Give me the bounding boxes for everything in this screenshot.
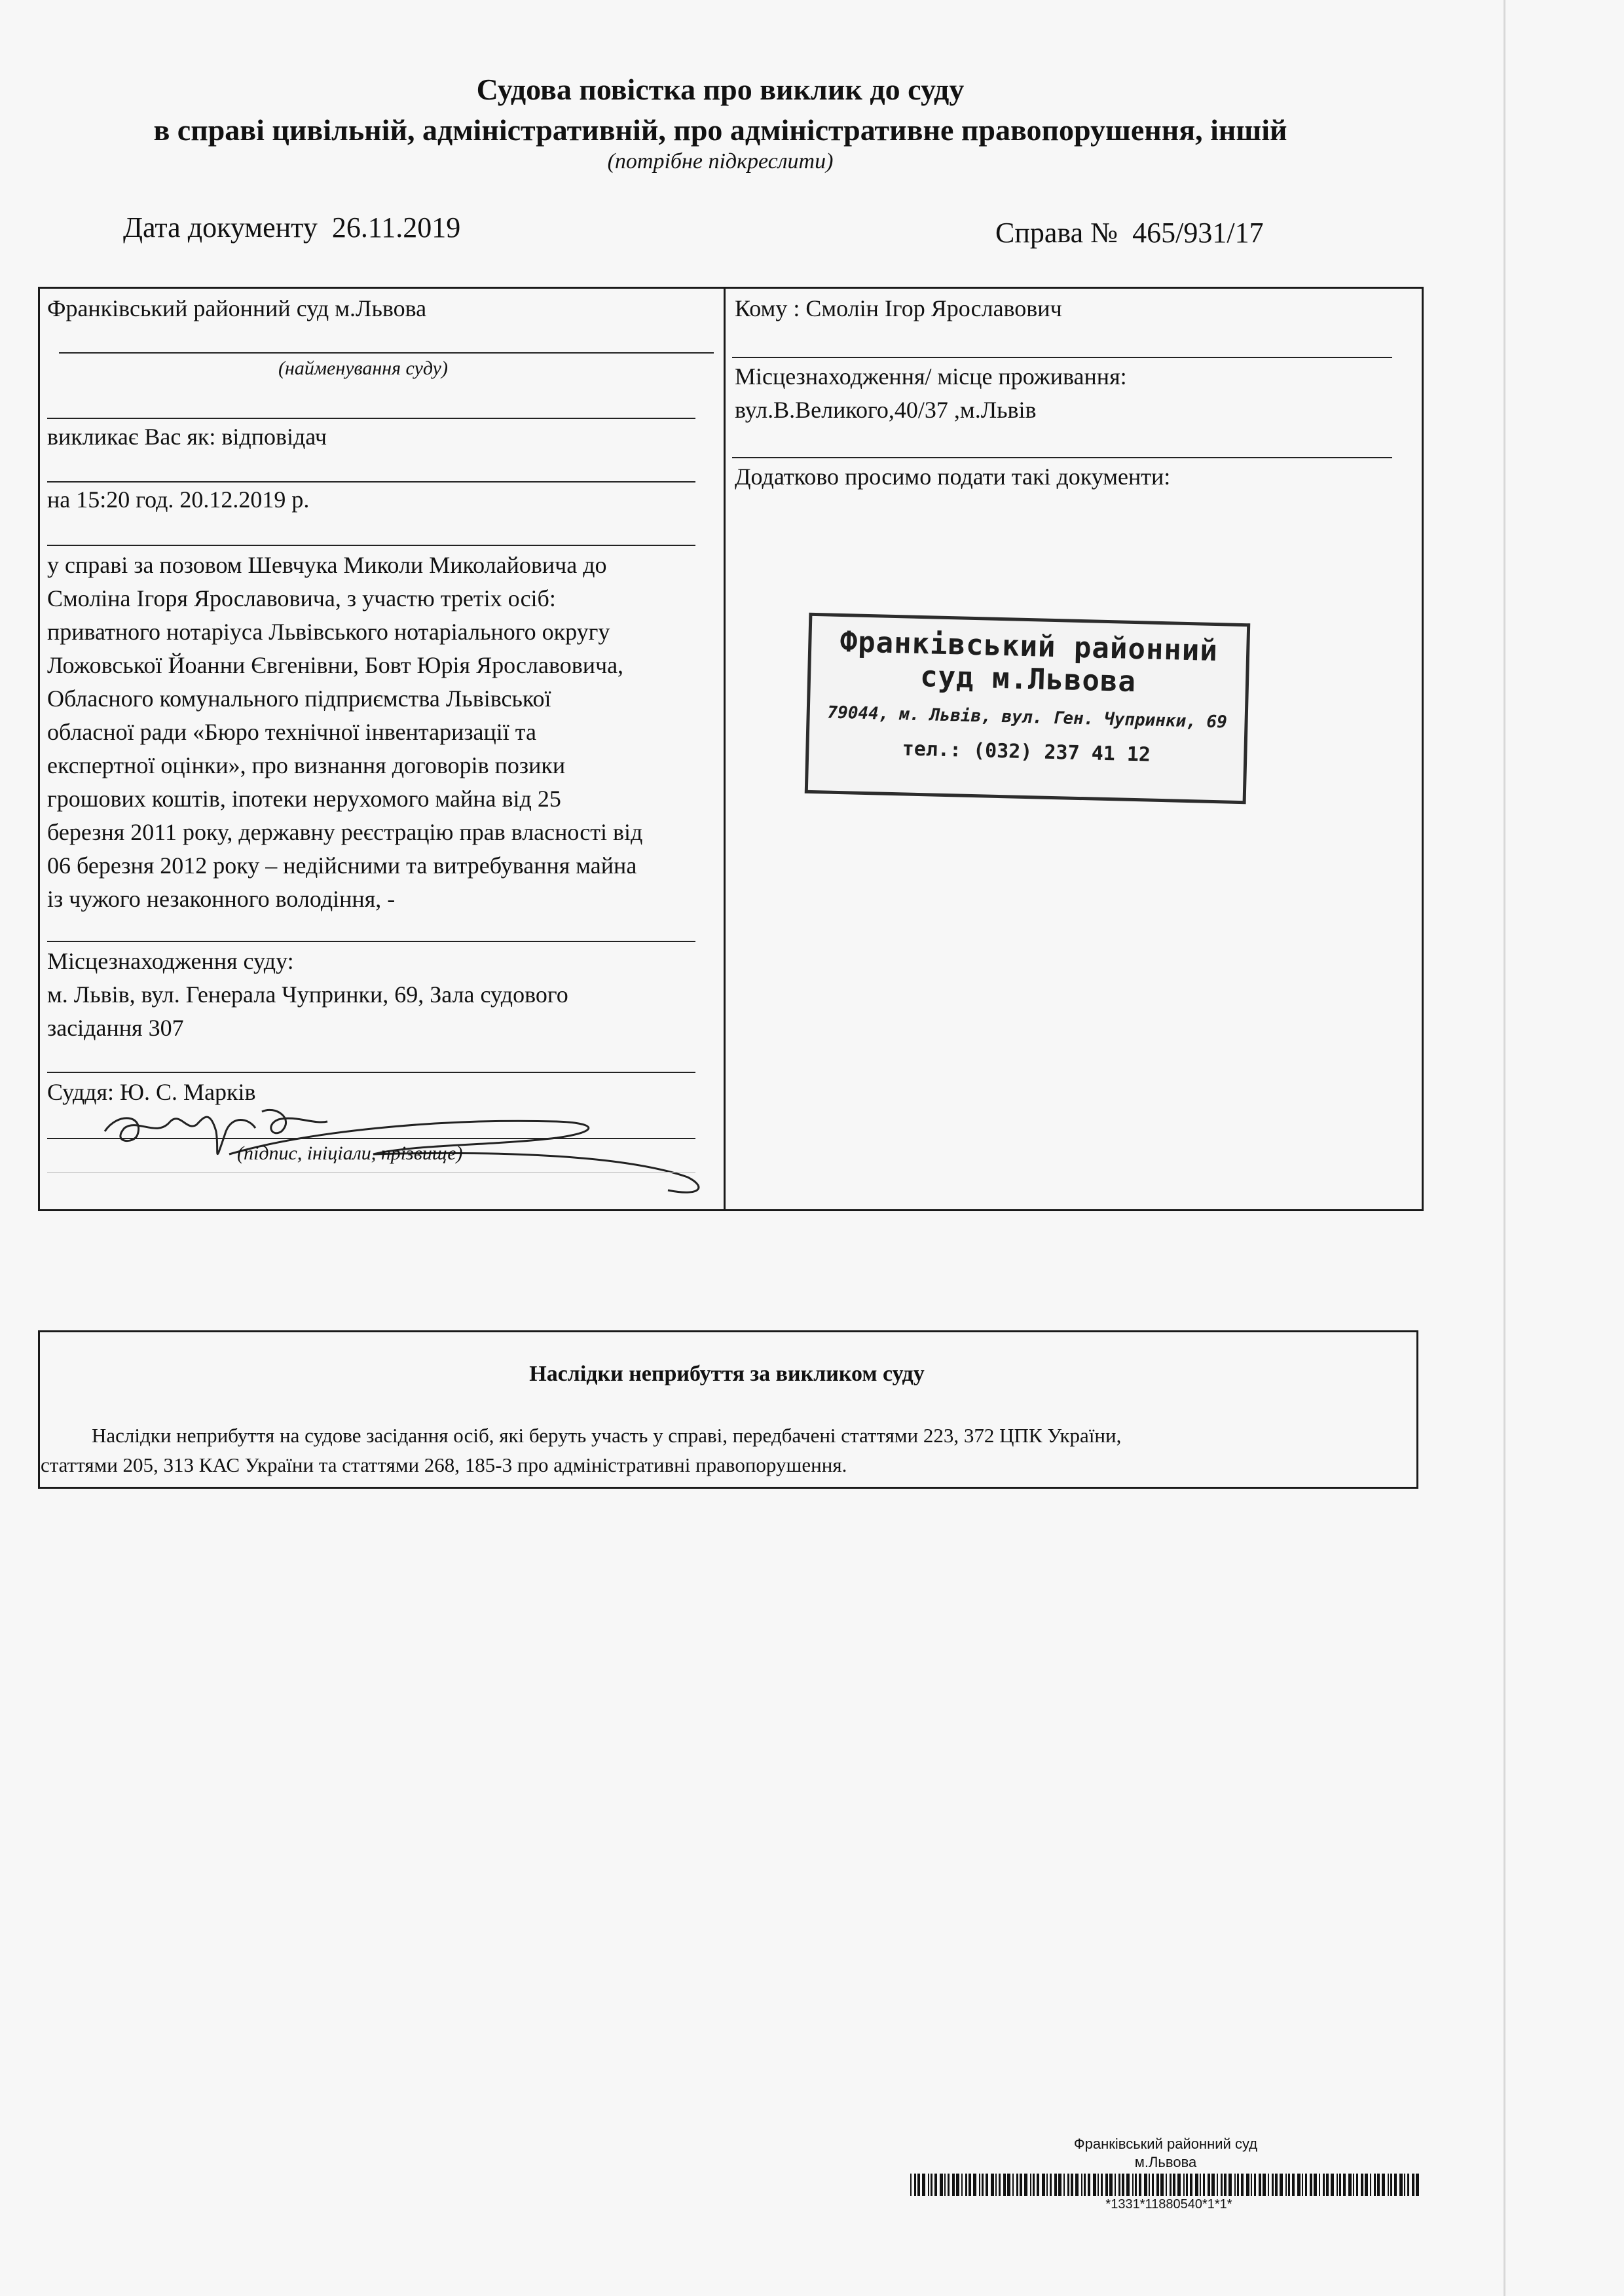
barcode-bar [999, 2174, 1001, 2196]
barcode-bar [1280, 2174, 1283, 2196]
consequences-text-line1: Наслідки неприбуття на судове засідання осіб, які беруть участь у справі, передбачені статтями 223, 372 ЦПК України, [92, 1424, 1122, 1447]
barcode-bar [1054, 2174, 1057, 2196]
barcode-bar [1071, 2174, 1073, 2196]
barcode-bar [1170, 2174, 1172, 2196]
barcode-bar [965, 2174, 967, 2196]
barcode-bar [1268, 2174, 1269, 2196]
barcode-bar [1058, 2174, 1061, 2196]
court-location-line: засідання 307 [47, 1015, 184, 1041]
document-title-line2: в справі цивільній, адміністративній, про адміністративне правопорушення, іншій [153, 113, 1287, 147]
barcode-bar [1105, 2174, 1108, 2196]
barcode-bar [1314, 2174, 1317, 2196]
judge-name: Суддя: Ю. С. Марків [47, 1079, 256, 1105]
barcode-bar [1224, 2174, 1227, 2196]
document-date [123, 211, 460, 244]
barcode-bar [956, 2174, 959, 2196]
documents-request: Додатково просимо подати такі документи: [735, 464, 1171, 490]
barcode-bar [910, 2174, 912, 2196]
footer-court-line2: м.Львова [1134, 2154, 1197, 2170]
barcode-bar [931, 2174, 932, 2196]
barcode-bar [1093, 2174, 1096, 2196]
rule-7 [47, 1172, 695, 1173]
barcode-bar [1326, 2174, 1329, 2196]
barcode-bar [1208, 2174, 1210, 2196]
barcode-bar [1075, 2174, 1079, 2196]
rule-2 [47, 481, 695, 483]
court-name: Франківський районний суд м.Львова [47, 295, 427, 321]
barcode-bar [1302, 2174, 1303, 2196]
barcode-bar [1390, 2174, 1392, 2196]
barcode-bar [1374, 2174, 1376, 2196]
barcode-bar [948, 2174, 950, 2196]
barcode-bar [1098, 2174, 1099, 2196]
barcode-bar [1046, 2174, 1048, 2196]
barcode-bar [1135, 2174, 1137, 2196]
barcode-bar [1254, 2174, 1256, 2196]
footer-court-line1: Франківський районний суд [1073, 2136, 1258, 2152]
barcode-bar [1259, 2174, 1261, 2196]
barcode-bar [1016, 2174, 1018, 2196]
barcode-bar [1020, 2174, 1022, 2196]
barcode-bar [952, 2174, 955, 2196]
recipient: Кому : Смолін Ігор Ярославович [735, 295, 1062, 321]
case-text-line: грошових коштів, іпотеки нерухомого майна від 25 [47, 786, 561, 812]
barcode-bar [1348, 2174, 1352, 2196]
barcode-bar [991, 2174, 994, 2196]
barcode-bar [934, 2174, 937, 2196]
barcode-bar [1365, 2174, 1368, 2196]
barcode-bar [1319, 2174, 1320, 2196]
case-text-line: приватного нотаріуса Львівського нотаріального округу [47, 619, 610, 645]
table-divider [724, 288, 726, 1211]
barcode-bar [1388, 2174, 1389, 2196]
barcode-bar [944, 2174, 946, 2196]
barcode-bar [1126, 2174, 1130, 2196]
barcode-number: *1331*11880540*1*1* [1105, 2197, 1232, 2209]
barcode-bar [1030, 2174, 1031, 2196]
summons-role: викликає Вас як: відповідач [47, 424, 327, 450]
barcode-bar [1343, 2174, 1346, 2196]
barcode-bar [1033, 2174, 1035, 2196]
barcode-bar [1228, 2174, 1232, 2196]
barcode-bar [1149, 2174, 1150, 2196]
rule-6 [47, 1138, 695, 1139]
barcode-bar [1404, 2174, 1405, 2196]
case-number [995, 216, 1264, 249]
barcode-bar [1305, 2174, 1307, 2196]
barcode-bar [1275, 2174, 1278, 2196]
stamp-line: Франківський районний [840, 625, 1219, 668]
barcode-bar [1144, 2174, 1147, 2196]
barcode-bar [1412, 2174, 1414, 2196]
court-location-line: м. Львів, вул. Генерала Чупринки, 69, Зала судового [47, 981, 568, 1008]
barcode-bar [1156, 2174, 1159, 2196]
barcode-bar [1399, 2174, 1403, 2196]
barcode-bar [1139, 2174, 1141, 2196]
barcode-bar [1394, 2174, 1397, 2196]
barcode-bar [922, 2174, 925, 2196]
address-label: Місцезнаходження/ місце проживання: [735, 363, 1127, 390]
barcode-bar [914, 2174, 916, 2196]
rule-right-1 [732, 357, 1392, 358]
barcode-bar [1246, 2174, 1249, 2196]
barcode-bar [1050, 2174, 1052, 2196]
case-text-line: у справі за позовом Шевчука Миколи Миколайовича до [47, 552, 607, 578]
barcode-bar [1166, 2174, 1167, 2196]
rule-5 [47, 1072, 695, 1073]
barcode-bar [1337, 2174, 1338, 2196]
case-text-line: Обласного комунального підприємства Львівської [47, 685, 551, 712]
barcode-bar [1237, 2174, 1239, 2196]
case-text-line: із чужого незаконного володіння, - [47, 886, 396, 912]
barcode-bar [1183, 2174, 1185, 2196]
court-name-hint: (найменування суду) [278, 357, 448, 379]
barcode-bar [1003, 2174, 1006, 2196]
barcode-bar [1407, 2174, 1409, 2196]
case-text-line: обласної ради «Бюро технічної інвентаризації та [47, 719, 536, 745]
signature-hint: (підпис, ініціали, прізвище) [237, 1142, 463, 1164]
case-text-line: експертної оцінки», про визнання договорів позики [47, 752, 566, 778]
barcode-bar [986, 2174, 988, 2196]
underline-hint: (потрібне підкреслити) [607, 149, 834, 173]
court-stamp [805, 613, 1251, 804]
barcode-bar [1067, 2174, 1069, 2196]
barcode-bar [1221, 2174, 1223, 2196]
barcode-bar [1152, 2174, 1154, 2196]
document-title-line1: Судова повістка про виклик до суду [476, 73, 965, 106]
date-label: Дата документу [123, 211, 318, 244]
barcode-bar [1310, 2174, 1312, 2196]
barcode-bar [917, 2174, 920, 2196]
barcode-bar [1177, 2174, 1181, 2196]
barcode-bar [1190, 2174, 1192, 2196]
case-text-line: 06 березня 2012 року – недійсними та витребування майна [47, 852, 637, 879]
barcode-bar [1186, 2174, 1188, 2196]
barcode-bar [1323, 2174, 1325, 2196]
barcode-bar [1160, 2174, 1164, 2196]
stamp-line: 79044, м. Львів, вул. Ген. Чупринки, 69 [827, 702, 1228, 733]
case-value: 465/931/17 [1132, 217, 1264, 249]
barcode-bar [1263, 2174, 1266, 2196]
barcode-bar [1118, 2174, 1120, 2196]
barcode-bar [1241, 2174, 1244, 2196]
barcode-bar [1331, 2174, 1334, 2196]
barcode-bar [1382, 2174, 1385, 2196]
barcode-bar [928, 2174, 929, 2196]
rule-3 [47, 545, 695, 546]
court-location-label: Місцезнаходження суду: [47, 948, 294, 974]
case-description [47, 549, 722, 916]
barcode-bar [1272, 2174, 1274, 2196]
barcode-bar [1115, 2174, 1116, 2196]
barcode-bar [1063, 2174, 1065, 2196]
barcode-bar [940, 2174, 943, 2196]
barcode-bar [1285, 2174, 1287, 2196]
barcode-bar [1122, 2174, 1124, 2196]
rule-right-2 [732, 457, 1392, 458]
barcode-bar [1088, 2174, 1090, 2196]
barcode-bar [1109, 2174, 1113, 2196]
barcode-bar [1132, 2174, 1134, 2196]
barcode-bar [1173, 2174, 1175, 2196]
barcode-bar [1101, 2174, 1103, 2196]
barcode-bar [1377, 2174, 1380, 2196]
barcode-bar [1288, 2174, 1290, 2196]
date-value: 26.11.2019 [331, 211, 461, 244]
case-text-line: Ложовської Йоанни Євгенівни, Бовт Юрія Ярославовича, [47, 652, 624, 678]
rule-4 [47, 941, 695, 942]
barcode-bar [1234, 2174, 1236, 2196]
barcode-bar [1297, 2174, 1301, 2196]
barcode-bar [1339, 2174, 1341, 2196]
barcode-bar [1081, 2174, 1082, 2196]
barcode-bar [979, 2174, 980, 2196]
consequences-title: Наслідки неприбуття за викликом суду [529, 1362, 925, 1386]
stamp-line: тел.: (032) 237 41 12 [902, 737, 1151, 767]
recipient-address: вул.В.Великого,40/37 ,м.Львів [735, 397, 1037, 423]
barcode-bar [1042, 2174, 1045, 2196]
barcode-bar [1251, 2174, 1252, 2196]
barcode-bar [1353, 2174, 1354, 2196]
page-edge [1504, 0, 1505, 2296]
barcode-bar [1361, 2174, 1363, 2196]
stamp-line: суд м.Львова [919, 659, 1137, 699]
barcode-bar [1200, 2174, 1201, 2196]
barcode-bar [1037, 2174, 1039, 2196]
barcode-bar [973, 2174, 976, 2196]
barcode-bar [1356, 2174, 1358, 2196]
case-label: Справа № [995, 217, 1118, 249]
case-text-line: березня 2011 року, державну реєстрацію прав власності від [47, 819, 643, 845]
barcode-bar [969, 2174, 971, 2196]
barcode-bar [995, 2174, 997, 2196]
barcode-bar [1217, 2174, 1218, 2196]
barcode-bar [1203, 2174, 1205, 2196]
barcode-bar [1012, 2174, 1014, 2196]
barcode-bar [982, 2174, 984, 2196]
barcode-bar [1292, 2174, 1295, 2196]
case-text-line: Смоліна Ігоря Ярославовича, з участю третіх осіб: [47, 585, 556, 611]
barcode-bar [1211, 2174, 1215, 2196]
barcode-bar [1370, 2174, 1371, 2196]
court-name-underline [59, 352, 714, 354]
rule-1 [47, 418, 695, 419]
barcode-bar [1024, 2174, 1027, 2196]
barcode-bar [1084, 2174, 1086, 2196]
hearing-time: на 15:20 год. 20.12.2019 р. [47, 486, 310, 513]
barcode-bar [961, 2174, 963, 2196]
barcode-bar [1416, 2174, 1419, 2196]
barcode-bar [1195, 2174, 1198, 2196]
consequences-text-line2: статтями 205, 313 КАС України та статтями 268, 185-3 про адміністративні правопорушення. [41, 1453, 847, 1476]
barcode [910, 2174, 1428, 2196]
barcode-bar [1007, 2174, 1010, 2196]
